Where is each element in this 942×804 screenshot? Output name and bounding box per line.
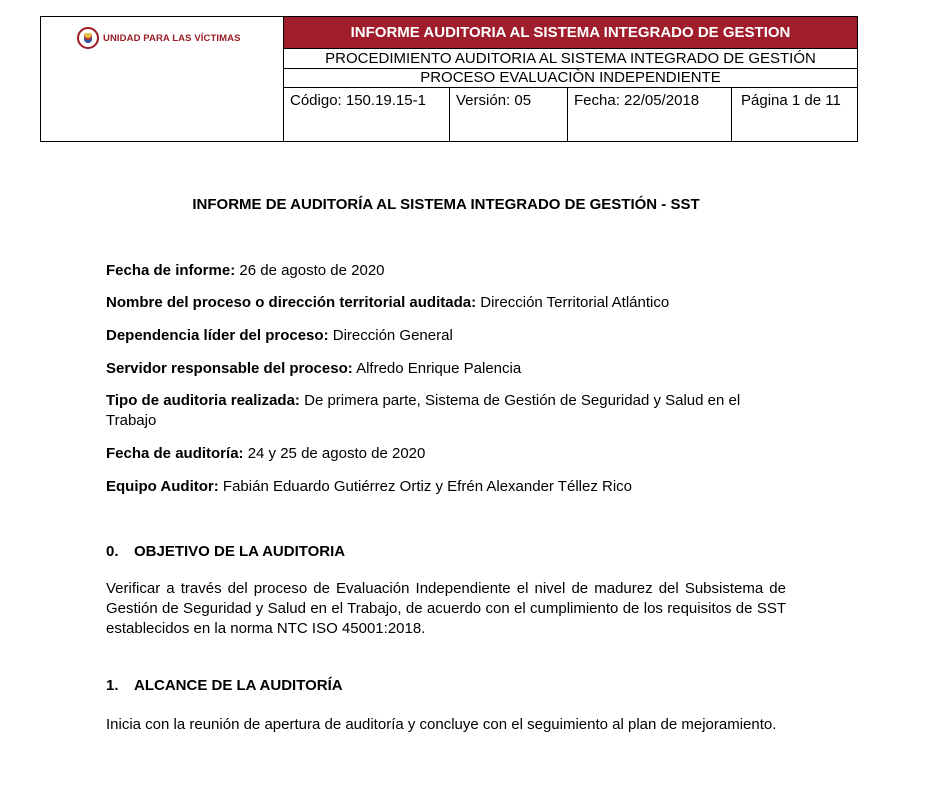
section-number: 0. — [106, 543, 119, 560]
field-audit-team — [106, 477, 788, 497]
coat-of-arms-icon — [77, 27, 99, 49]
agency-logo — [41, 17, 283, 49]
field-report-date — [106, 261, 788, 281]
section-number: 1. — [106, 677, 119, 694]
field-label: Servidor responsable del proceso: — [106, 360, 353, 377]
field-value: Fabián Eduardo Gutiérrez Ortiz y Efrén Alexander Téllez Rico — [218, 478, 632, 495]
section-heading-objective — [106, 542, 345, 562]
field-label: Tipo de auditoria realizada: — [106, 392, 300, 409]
field-label: Fecha de auditoría: — [106, 445, 244, 462]
field-responsible-server — [106, 359, 788, 379]
document-header — [40, 16, 858, 142]
field-label: Dependencia líder del proceso: — [106, 327, 329, 344]
process-name: PROCESO EVALUACIÒN INDEPENDIENTE — [284, 69, 858, 88]
field-value: Alfredo Enrique Palencia — [352, 360, 522, 377]
field-label: Nombre del proceso o dirección territorial auditada: — [106, 294, 477, 311]
field-value: Dirección Territorial Atlántico — [476, 294, 670, 311]
field-audit-type — [106, 391, 788, 431]
section-title: OBJETIVO DE LA AUDITORIA — [134, 543, 346, 560]
report-title: INFORME AUDITORIA AL SISTEMA INTEGRADO DE GESTION — [284, 17, 858, 49]
field-value: Dirección General — [328, 327, 453, 344]
field-label: Fecha de informe: — [106, 262, 236, 279]
logo-cell — [41, 17, 284, 142]
field-process-name — [106, 293, 788, 313]
field-value: 24 y 25 de agosto de 2020 — [243, 445, 426, 462]
section-text-objective: Verificar a través del proceso de Evaluación Independiente el nivel de madurez del Subsistema de Gestión de Seguridad y Salud en el Trabajo, de acuerdo con el cumplimiento de los requisitos de SST establecidos en la norma NTC ISO 45001:2018. — [106, 580, 786, 637]
page-number: Página 1 de 11 — [732, 88, 858, 142]
section-title: ALCANCE DE LA AUDITORÍA — [134, 677, 343, 694]
field-value: 26 de agosto de 2020 — [235, 262, 385, 279]
field-audit-date — [106, 444, 788, 464]
document-date: Fecha: 22/05/2018 — [568, 88, 732, 142]
field-label: Equipo Auditor: — [106, 478, 219, 495]
procedure-name: PROCEDIMIENTO AUDITORIA AL SISTEMA INTEGRADO DE GESTIÓN — [284, 49, 858, 69]
document-version: Versión: 05 — [450, 88, 568, 142]
section-heading-scope — [106, 676, 343, 696]
section-text-scope: Inicia con la reunión de apertura de auditoría y concluye con el seguimiento al plan de mejoramiento. — [106, 716, 777, 733]
document-title: INFORME DE AUDITORÍA AL SISTEMA INTEGRADO DE GESTIÓN - SST — [192, 196, 700, 213]
logo-text: UNIDAD PARA LAS VÍCTIMAS — [103, 32, 241, 44]
field-value: De primera parte, Sistema de Gestión de Seguridad y Salud en el Trabajo — [106, 392, 741, 429]
document-code: Código: 150.19.15-1 — [284, 88, 450, 142]
field-lead-dependency — [106, 326, 788, 346]
